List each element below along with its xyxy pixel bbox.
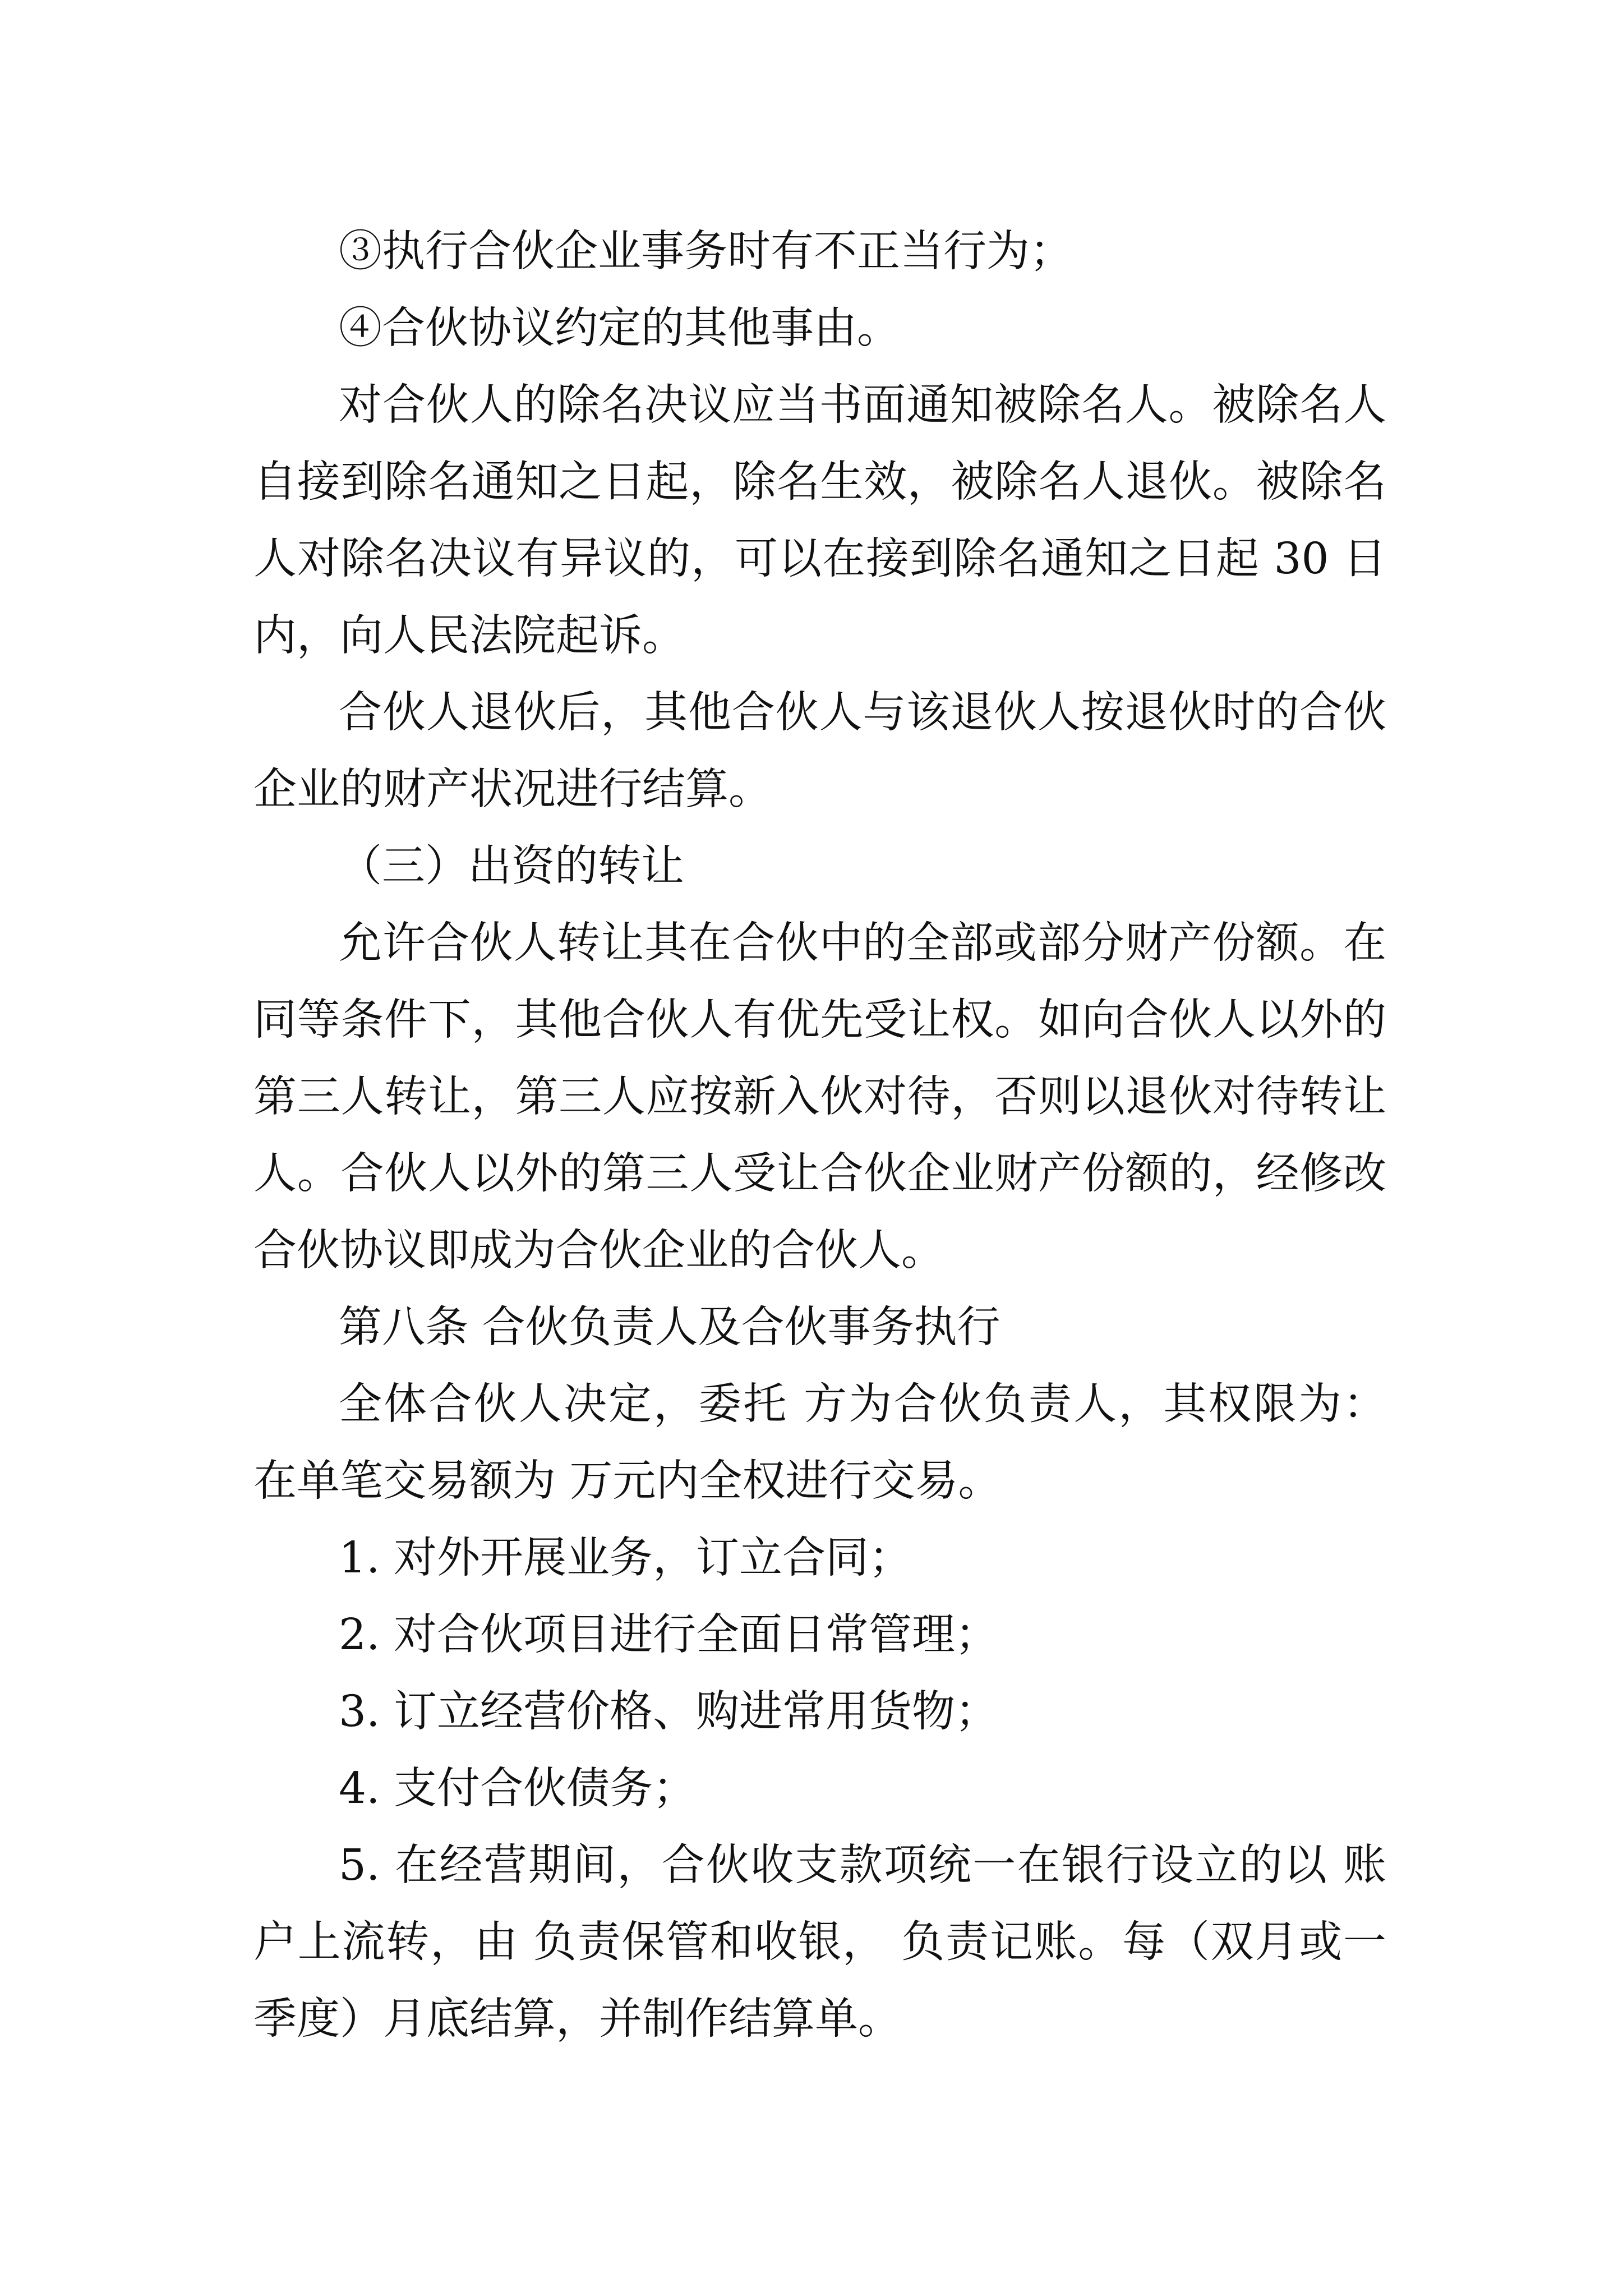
list-item-continuation: 季度）月底结算，并制作结算单。 bbox=[253, 1994, 901, 2044]
paragraph-line: 内，向人民法院起诉。 bbox=[253, 611, 685, 661]
section-heading: （三）出资的转让 bbox=[339, 841, 684, 891]
list-item: 3. 订立经营价格、购进常用货物； bbox=[339, 1687, 998, 1737]
list-item: 4. 支付合伙债务； bbox=[339, 1764, 696, 1814]
paragraph-line: 允许合伙人转让其在合伙中的全部或部分财产份额。在 bbox=[339, 918, 1386, 968]
clause-item-4: ④合伙协议约定的其他事由。 bbox=[339, 303, 900, 353]
paragraph-line: 合伙人退伙后，其他合伙人与该退伙人按退伙时的合伙 bbox=[339, 688, 1386, 738]
paragraph-line: 同等条件下，其他合伙人有优先受让权。如向合伙人以外的 bbox=[253, 995, 1386, 1045]
paragraph-line: 全体合伙人决定，委托 方为合伙负责人，其权限为： bbox=[339, 1379, 1386, 1429]
article-heading: 第八条 合伙负责人及合伙事务执行 bbox=[339, 1303, 1000, 1352]
list-item-continuation: 户上流转，由 负责保管和收银， 负责记账。每（双月或一 bbox=[253, 1917, 1386, 1967]
document-body bbox=[253, 213, 1386, 2058]
paragraph-line: 对合伙人的除名决议应当书面通知被除名人。被除名人 bbox=[339, 380, 1386, 430]
paragraph-line: 企业的财产状况进行结算。 bbox=[253, 765, 772, 815]
paragraph-line: 在单笔交易额为 万元内全权进行交易。 bbox=[253, 1456, 1002, 1506]
list-item: 1. 对外开展业务，订立合同； bbox=[339, 1533, 912, 1583]
paragraph-line: 人对除名决议有异议的，可以在接到除名通知之日起 30 日 bbox=[253, 534, 1386, 584]
paragraph-line: 第三人转让，第三人应按新入伙对待，否则以退伙对待转让 bbox=[253, 1072, 1386, 1122]
list-item: 5. 在经营期间，合伙收支款项统一在银行设立的以 账 bbox=[339, 1841, 1386, 1890]
paragraph-line: 人。合伙人以外的第三人受让合伙企业财产份额的，经修改 bbox=[253, 1149, 1386, 1199]
clause-item-3: ③执行合伙企业事务时有不正当行为； bbox=[339, 227, 1073, 277]
list-item: 2. 对合伙项目进行全面日常管理； bbox=[339, 1610, 998, 1660]
paragraph-line: 自接到除名通知之日起，除名生效，被除名人退伙。被除名 bbox=[253, 457, 1386, 507]
paragraph-line: 合伙协议即成为合伙企业的合伙人。 bbox=[253, 1226, 944, 1276]
